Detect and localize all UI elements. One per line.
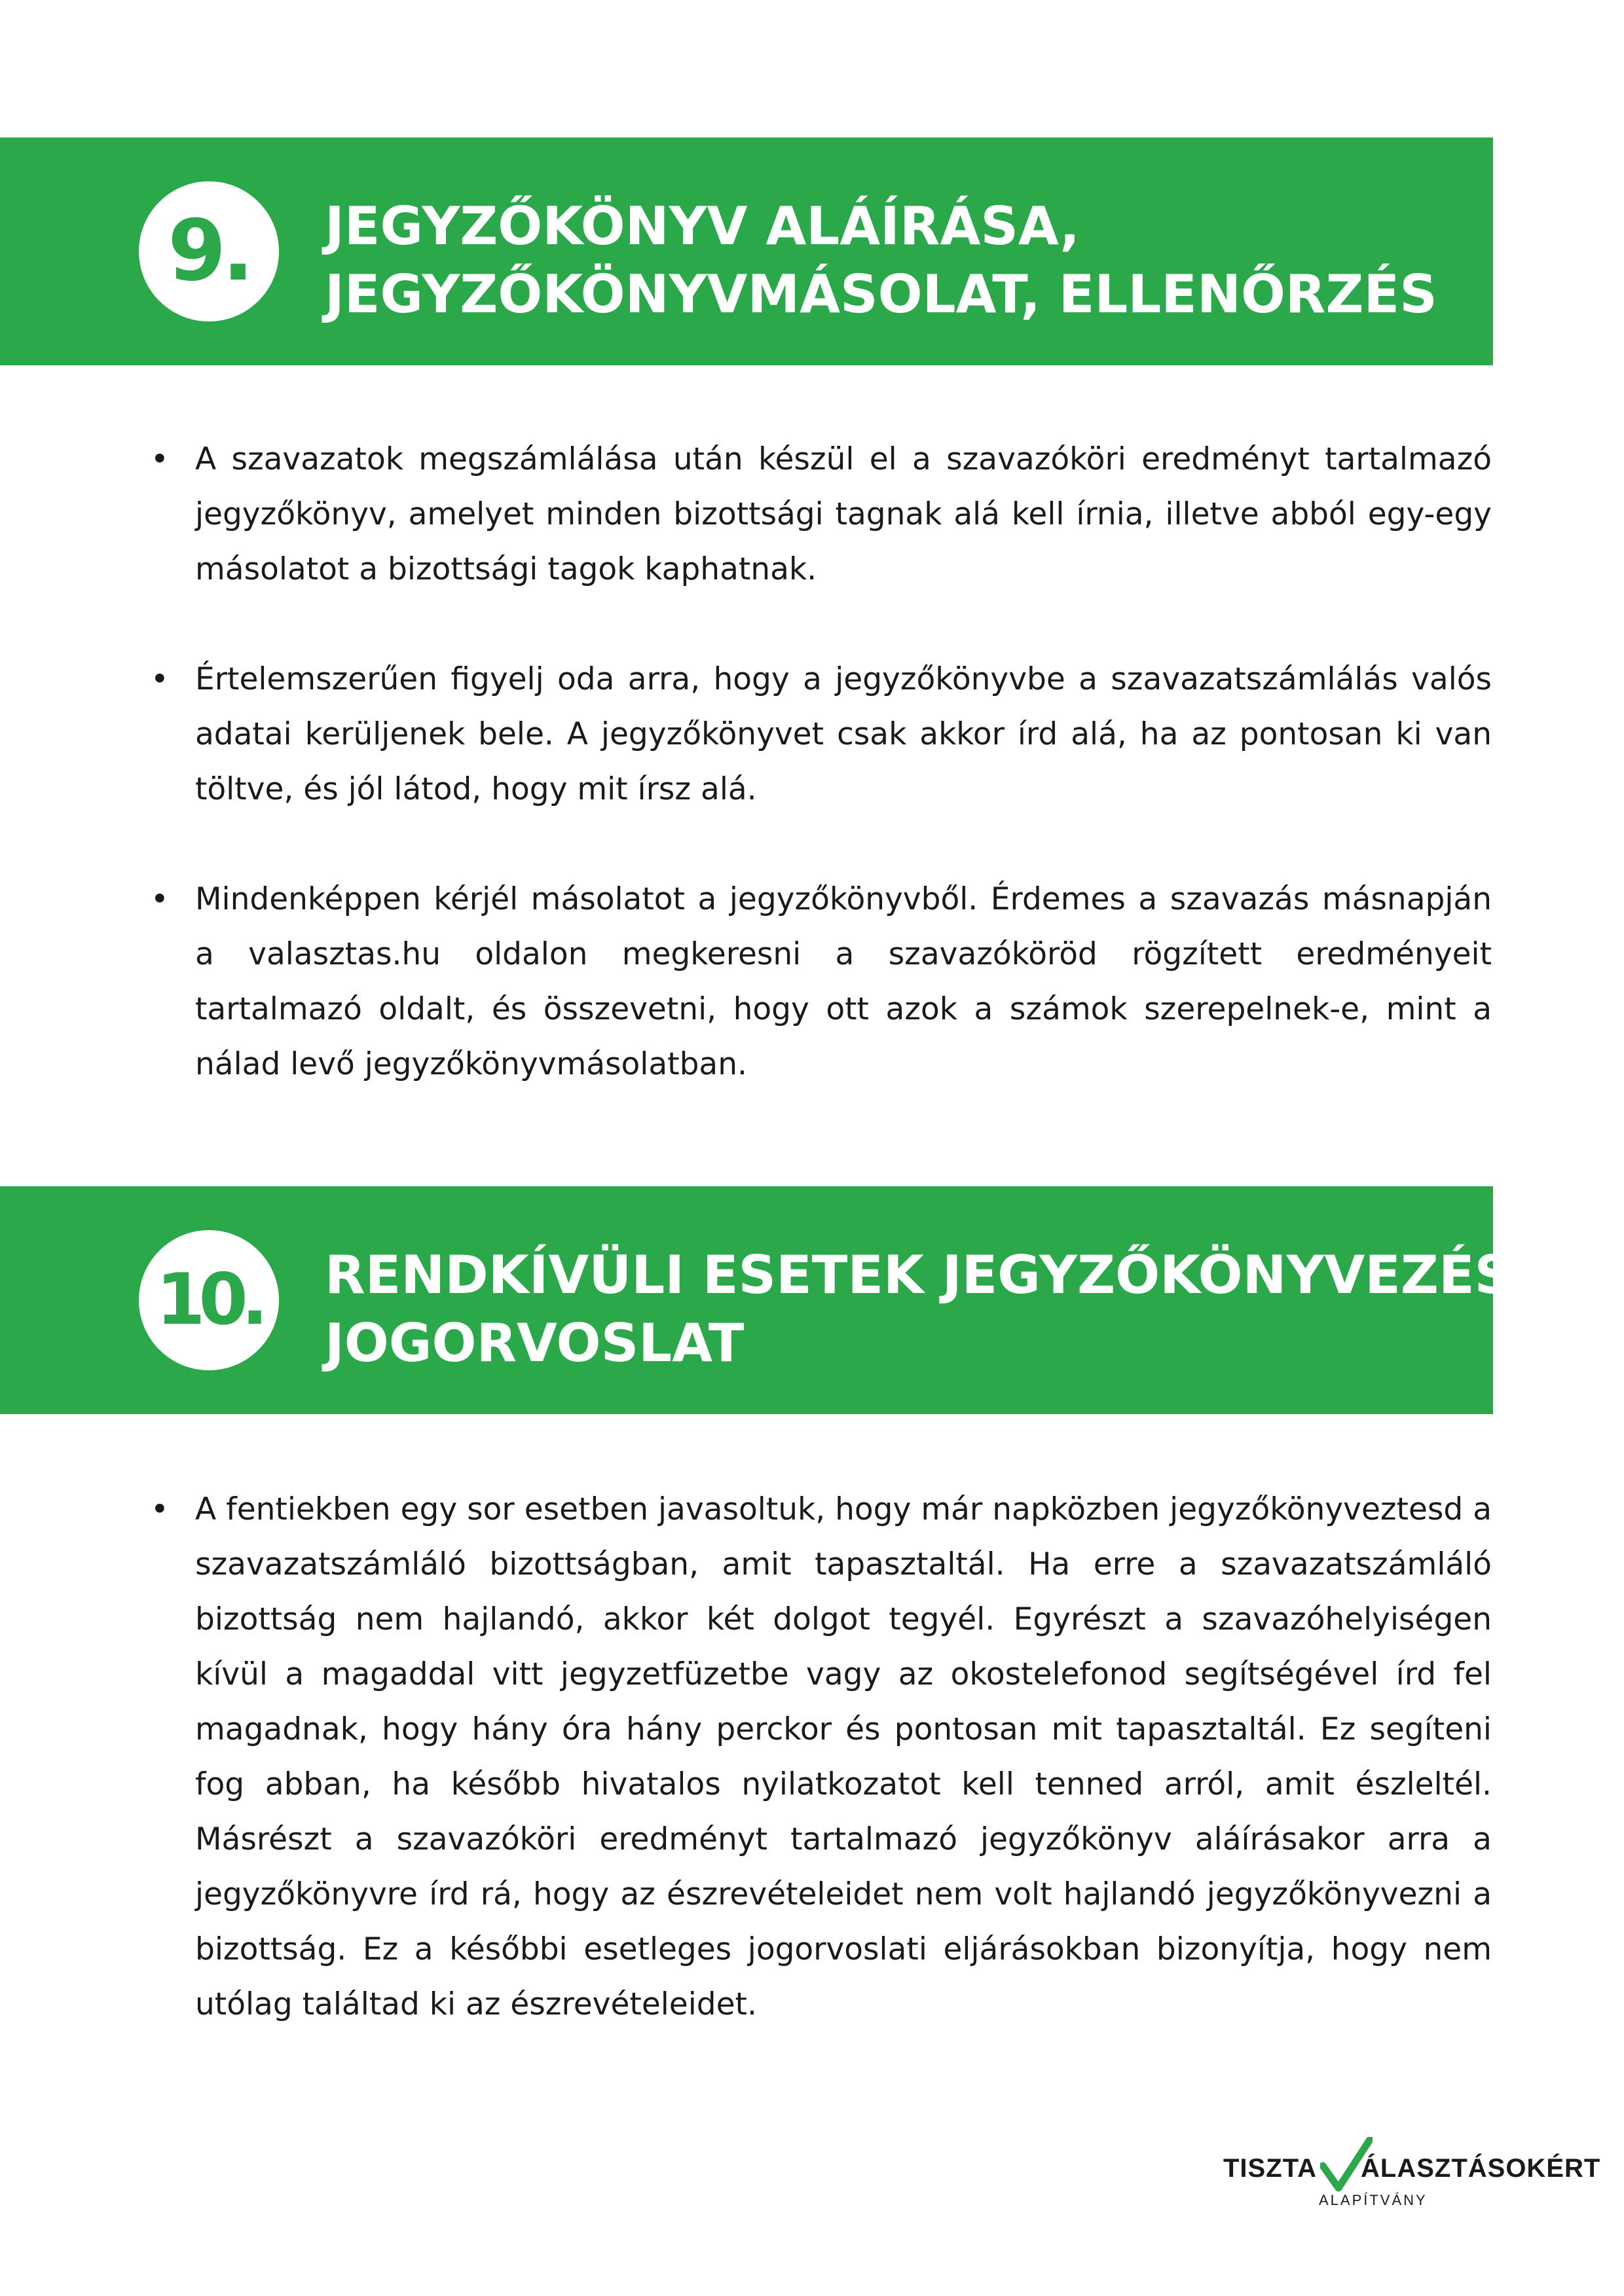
logo-wordmark bbox=[1223, 2150, 1601, 2187]
bullet-text: Mindenképpen kérjél másolatot a jegyzőkönyvből. Érdemes a szavazás másnapján a valasztas.hu oldalon megkeresni a szavazóköröd rögzített eredményeit tartalmazó oldalt, és összevetni, hogy ott azok a számok szerepelnek-e, mint a nálad levő jegyzőkönyvmásolatban. bbox=[195, 881, 1492, 1082]
bullet-item bbox=[151, 872, 1492, 1092]
section-title bbox=[325, 1241, 1568, 1377]
section-number-badge bbox=[139, 1230, 279, 1370]
bullet-item bbox=[151, 652, 1492, 817]
section-title-line-2: JOGORVOSLAT bbox=[325, 1313, 745, 1374]
section-title-line-2: JEGYZŐKÖNYVMÁSOLAT, ELLENŐRZÉS bbox=[325, 264, 1437, 325]
bullet-item bbox=[151, 432, 1492, 597]
bullet-dot-icon: • bbox=[151, 441, 169, 477]
section-10-bullet-list bbox=[0, 1482, 1624, 2032]
section-title-line-1: RENDKÍVÜLI ESETEK JEGYZŐKÖNYVEZÉSE, bbox=[325, 1245, 1568, 1305]
section-number-badge bbox=[139, 181, 279, 321]
bullet-text: A szavazatok megszámlálása után készül el a szavazóköri eredményt tartalmazó jegyzőkönyv, amelyet minden bizottsági tagnak alá kell írnia, illetve abból egy-egy másolatot a bizottsági tagok kaphatnak. bbox=[195, 441, 1492, 587]
section-number: 10. bbox=[156, 1259, 262, 1341]
logo-word-left: TISZTA bbox=[1223, 2154, 1318, 2183]
bullet-dot-icon: • bbox=[151, 881, 169, 917]
bullet-text: Értelemszerűen figyelj oda arra, hogy a jegyzőkönyvbe a szavazatszámlálás valós adatai kerüljenek bele. A jegyzőkönyvet csak akkor írd alá, ha az pontosan ki van töltve, és jól látod, hogy mit írsz alá. bbox=[195, 661, 1492, 807]
section-title bbox=[325, 192, 1477, 329]
section-9-bullet-list bbox=[0, 432, 1624, 1092]
section-title-line-1: JEGYZŐKÖNYV ALÁÍRÁSA, bbox=[325, 196, 1080, 257]
bullet-item bbox=[151, 1482, 1492, 2032]
foundation-logo bbox=[1223, 2140, 1601, 2212]
logo-word-right: ÁLASZTÁSOKÉRT bbox=[1361, 2154, 1601, 2183]
section-10-header bbox=[0, 1186, 1568, 1414]
bullet-dot-icon: • bbox=[151, 1491, 169, 1527]
logo-subtitle: ALAPÍTVÁNY bbox=[1319, 2192, 1428, 2208]
bullet-dot-icon: • bbox=[151, 661, 169, 697]
section-number: 9. bbox=[168, 202, 250, 300]
section-9-header bbox=[0, 137, 1493, 365]
bullet-text: A fentiekben egy sor esetben javasoltuk, hogy már napközben jegyzőkönyveztesd a szavazatszámláló bizottságban, amit tapasztaltál. Ha erre a szavazatszámláló bizottság nem hajlandó, akkor két dolgot tegyél. Egyrészt a szavazóhelyiségen kívül a magaddal vitt jegyzetfüzetbe vagy az okostelefonod segítségével írd fel magadnak, hogy hány óra hány perckor és pontosan mit tapasztaltál. Ez segíteni fog abban, ha később hivatalos nyilatkozatot kell tenned arról, amit észleltél. Másrészt a szavazóköri eredményt tartalmazó jegyzőkönyv aláírásakor arra a jegyzőkönyvre írd rá, hogy az észrevételeidet nem volt hajlandó jegyzőkönyvezni a bizottság. Ez a későbbi esetleges jogorvoslati eljárásokban bizonyítja, hogy nem utólag találtad ki az észrevételeidet. bbox=[195, 1491, 1492, 2022]
